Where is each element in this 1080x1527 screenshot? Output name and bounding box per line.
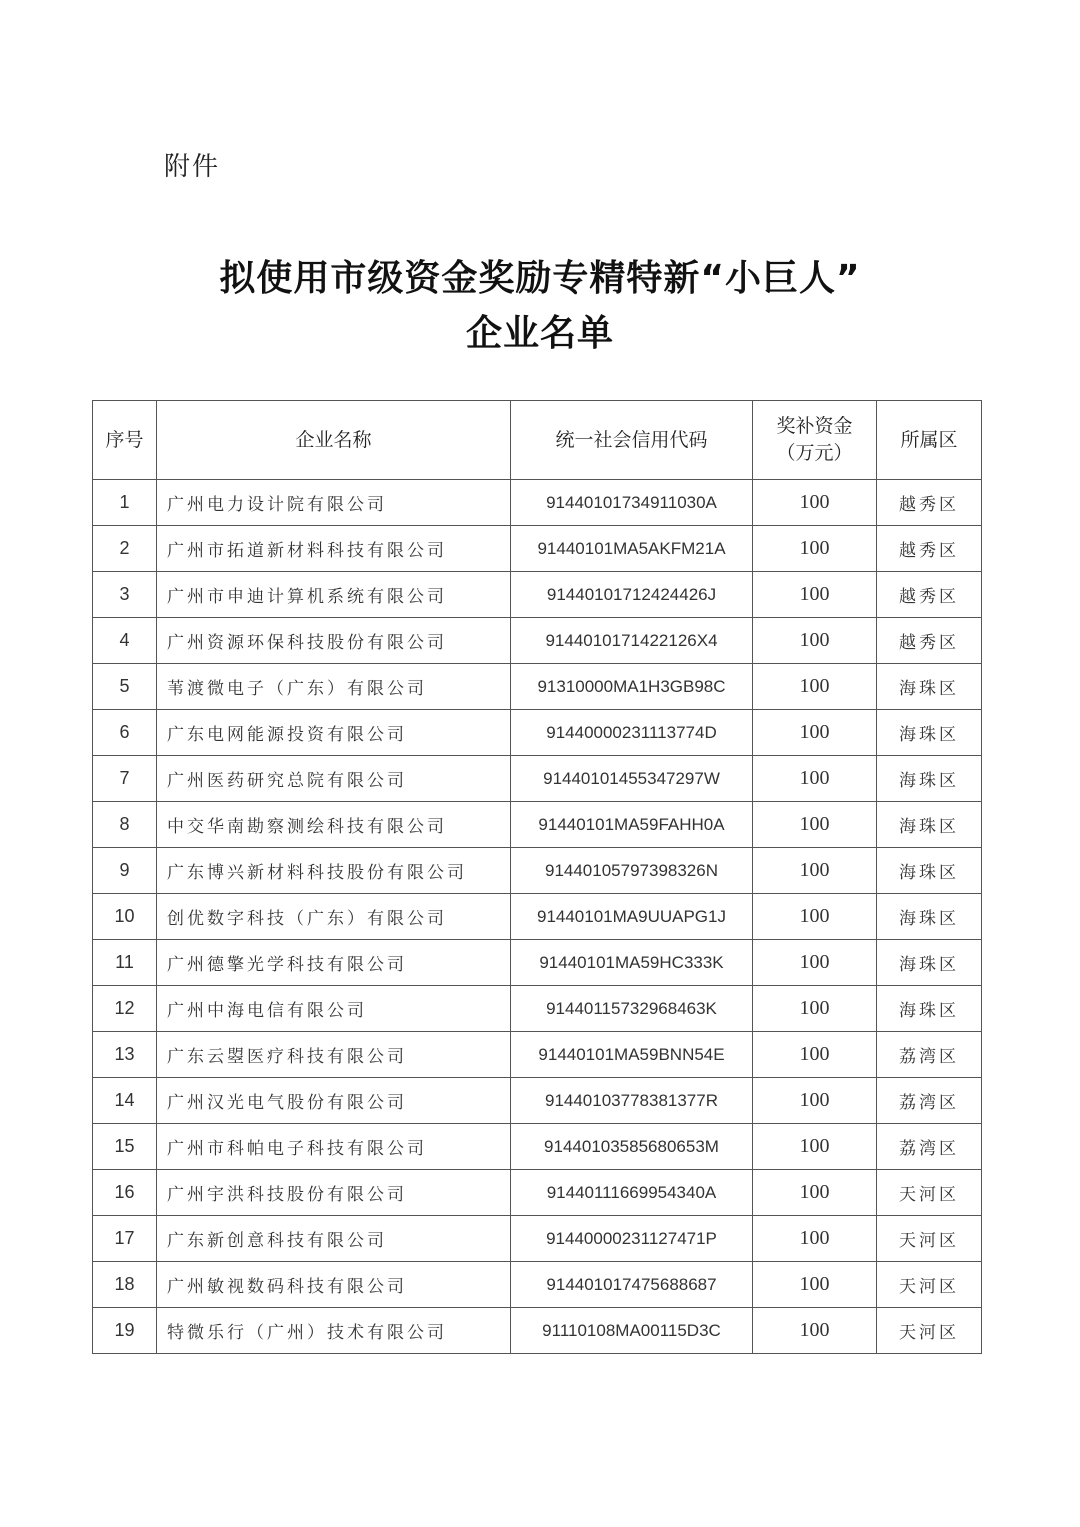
row-district-cell: 海珠区 xyxy=(877,848,982,894)
row-district-cell: 越秀区 xyxy=(877,526,982,572)
table-row xyxy=(93,1262,982,1308)
row-name-cell: 广州德擎光学科技有限公司 xyxy=(157,940,511,986)
row-seq-cell: 18 xyxy=(93,1262,157,1308)
header-district: 所属区 xyxy=(877,401,982,480)
row-seq-cell: 6 xyxy=(93,710,157,756)
row-seq-cell: 2 xyxy=(93,526,157,572)
row-district-cell: 荔湾区 xyxy=(877,1032,982,1078)
row-seq-cell: 11 xyxy=(93,940,157,986)
row-name-cell: 广州市拓道新材料科技有限公司 xyxy=(157,526,511,572)
row-amount-cell: 100 xyxy=(753,618,877,664)
row-seq-cell: 17 xyxy=(93,1216,157,1262)
table-header-row xyxy=(93,401,982,480)
row-district-cell: 海珠区 xyxy=(877,940,982,986)
row-amount-cell: 100 xyxy=(753,480,877,526)
header-amount-line-2: （万元） xyxy=(776,442,853,464)
row-name-cell: 广州敏视数码科技有限公司 xyxy=(157,1262,511,1308)
table-row xyxy=(93,710,982,756)
row-code-cell: 91440101MA59BNN54E xyxy=(511,1032,753,1078)
table-row xyxy=(93,802,982,848)
enterprise-list-table xyxy=(92,400,982,1354)
row-code-cell: 91440103778381377R xyxy=(511,1078,753,1124)
table-row xyxy=(93,618,982,664)
header-amount-line-1: 奖补资金 xyxy=(776,415,853,437)
row-seq-cell: 9 xyxy=(93,848,157,894)
row-amount-cell: 100 xyxy=(753,572,877,618)
row-amount-cell: 100 xyxy=(753,848,877,894)
row-name-cell: 广州医药研究总院有限公司 xyxy=(157,756,511,802)
row-seq-cell: 13 xyxy=(93,1032,157,1078)
row-name-cell: 广州宇洪科技股份有限公司 xyxy=(157,1170,511,1216)
row-code-cell: 91440101712424426J xyxy=(511,572,753,618)
row-district-cell: 天河区 xyxy=(877,1262,982,1308)
row-seq-cell: 16 xyxy=(93,1170,157,1216)
row-district-cell: 海珠区 xyxy=(877,986,982,1032)
table-row xyxy=(93,986,982,1032)
row-seq-cell: 3 xyxy=(93,572,157,618)
row-amount-cell: 100 xyxy=(753,1124,877,1170)
table-row xyxy=(93,1308,982,1354)
table-row xyxy=(93,848,982,894)
row-name-cell: 广东博兴新材料科技股份有限公司 xyxy=(157,848,511,894)
row-seq-cell: 15 xyxy=(93,1124,157,1170)
row-amount-cell: 100 xyxy=(753,802,877,848)
row-seq-cell: 19 xyxy=(93,1308,157,1354)
row-seq-cell: 7 xyxy=(93,756,157,802)
row-amount-cell: 100 xyxy=(753,894,877,940)
row-name-cell: 广东电网能源投资有限公司 xyxy=(157,710,511,756)
table-row xyxy=(93,940,982,986)
row-amount-cell: 100 xyxy=(753,986,877,1032)
row-code-cell: 91440101MA5AKFM21A xyxy=(511,526,753,572)
row-seq-cell: 5 xyxy=(93,664,157,710)
row-code-cell: 91440101455347297W xyxy=(511,756,753,802)
table-row xyxy=(93,756,982,802)
header-seq: 序号 xyxy=(93,401,157,480)
table-row xyxy=(93,1032,982,1078)
row-name-cell: 广州市申迪计算机系统有限公司 xyxy=(157,572,511,618)
row-amount-cell: 100 xyxy=(753,1078,877,1124)
row-code-cell: 9144010171422126X4 xyxy=(511,618,753,664)
row-name-cell: 广州电力设计院有限公司 xyxy=(157,480,511,526)
row-district-cell: 海珠区 xyxy=(877,664,982,710)
row-code-cell: 91110108MA00115D3C xyxy=(511,1308,753,1354)
row-code-cell: 91440115732968463K xyxy=(511,986,753,1032)
row-amount-cell: 100 xyxy=(753,664,877,710)
row-district-cell: 海珠区 xyxy=(877,710,982,756)
row-name-cell: 特微乐行（广州）技术有限公司 xyxy=(157,1308,511,1354)
row-code-cell: 91440101734911030A xyxy=(511,480,753,526)
table-row xyxy=(93,1216,982,1262)
table-row xyxy=(93,572,982,618)
row-amount-cell: 100 xyxy=(753,1262,877,1308)
row-amount-cell: 100 xyxy=(753,1308,877,1354)
row-amount-cell: 100 xyxy=(753,940,877,986)
row-code-cell: 91440101MA9UUAPG1J xyxy=(511,894,753,940)
attachment-label: 附件 xyxy=(164,152,221,182)
row-seq-cell: 12 xyxy=(93,986,157,1032)
document-title-line-2: 企业名单 xyxy=(465,313,614,354)
table-row xyxy=(93,664,982,710)
row-name-cell: 广东云曌医疗科技有限公司 xyxy=(157,1032,511,1078)
row-district-cell: 海珠区 xyxy=(877,756,982,802)
row-seq-cell: 4 xyxy=(93,618,157,664)
row-seq-cell: 8 xyxy=(93,802,157,848)
row-amount-cell: 100 xyxy=(753,1170,877,1216)
row-name-cell: 广州中海电信有限公司 xyxy=(157,986,511,1032)
row-name-cell: 广东新创意科技有限公司 xyxy=(157,1216,511,1262)
row-code-cell: 91440101MA59FAHH0A xyxy=(511,802,753,848)
row-district-cell: 海珠区 xyxy=(877,802,982,848)
row-seq-cell: 1 xyxy=(93,480,157,526)
row-code-cell: 91440103585680653M xyxy=(511,1124,753,1170)
row-district-cell: 荔湾区 xyxy=(877,1078,982,1124)
table-row xyxy=(93,526,982,572)
row-code-cell: 91440000231113774D xyxy=(511,710,753,756)
row-amount-cell: 100 xyxy=(753,710,877,756)
row-name-cell: 广州资源环保科技股份有限公司 xyxy=(157,618,511,664)
row-district-cell: 天河区 xyxy=(877,1216,982,1262)
row-seq-cell: 10 xyxy=(93,894,157,940)
row-code-cell: 91440101MA59HC333K xyxy=(511,940,753,986)
header-name: 企业名称 xyxy=(157,401,511,480)
table-row xyxy=(93,1078,982,1124)
row-amount-cell: 100 xyxy=(753,1216,877,1262)
row-district-cell: 天河区 xyxy=(877,1170,982,1216)
row-amount-cell: 100 xyxy=(753,756,877,802)
row-district-cell: 越秀区 xyxy=(877,480,982,526)
table-row xyxy=(93,1170,982,1216)
row-name-cell: 广州汉光电气股份有限公司 xyxy=(157,1078,511,1124)
row-code-cell: 91440111669954340A xyxy=(511,1170,753,1216)
table-row xyxy=(93,894,982,940)
header-code: 统一社会信用代码 xyxy=(511,401,753,480)
row-district-cell: 越秀区 xyxy=(877,618,982,664)
table-row xyxy=(93,480,982,526)
row-amount-cell: 100 xyxy=(753,526,877,572)
row-code-cell: 91310000MA1H3GB98C xyxy=(511,664,753,710)
header-amount xyxy=(753,401,877,480)
row-name-cell: 中交华南勘察测绘科技有限公司 xyxy=(157,802,511,848)
document-title-line-1: 拟使用市级资金奖励专精特新“小巨人” xyxy=(219,258,861,299)
row-code-cell: 91440105797398326N xyxy=(511,848,753,894)
row-district-cell: 荔湾区 xyxy=(877,1124,982,1170)
row-name-cell: 广州市科帕电子科技有限公司 xyxy=(157,1124,511,1170)
row-name-cell: 创优数字科技（广东）有限公司 xyxy=(157,894,511,940)
row-district-cell: 天河区 xyxy=(877,1308,982,1354)
row-district-cell: 越秀区 xyxy=(877,572,982,618)
row-name-cell: 苇渡微电子（广东）有限公司 xyxy=(157,664,511,710)
row-amount-cell: 100 xyxy=(753,1032,877,1078)
row-seq-cell: 14 xyxy=(93,1078,157,1124)
row-code-cell: 91440000231127471P xyxy=(511,1216,753,1262)
row-district-cell: 海珠区 xyxy=(877,894,982,940)
table-row xyxy=(93,1124,982,1170)
row-code-cell: 914401017475688687 xyxy=(511,1262,753,1308)
table-body xyxy=(93,480,982,1354)
